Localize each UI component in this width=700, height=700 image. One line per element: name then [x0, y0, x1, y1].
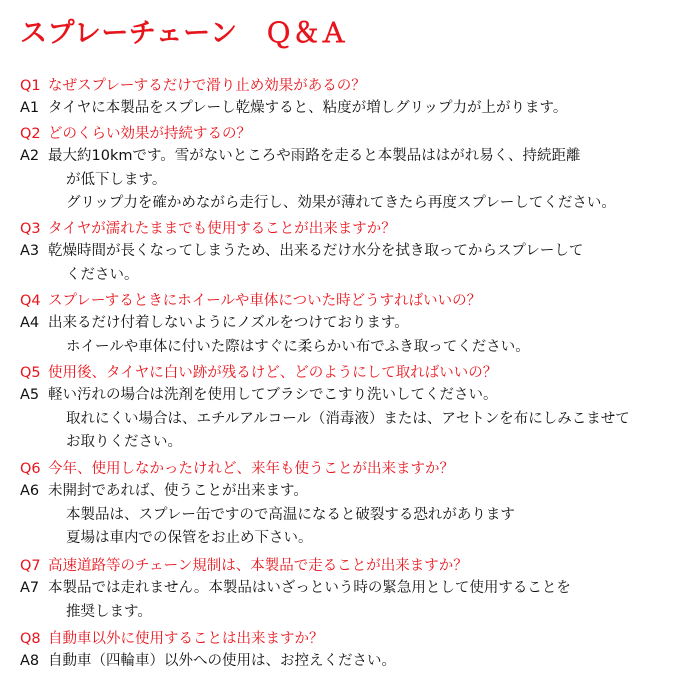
- answer-row: [20, 97, 690, 121]
- question-number: Q7: [20, 558, 41, 574]
- answer-row: [20, 312, 690, 359]
- answer-number: A4: [20, 315, 40, 331]
- question-text: どのくらい効果が持続するの？: [48, 126, 251, 142]
- question-number: Q6: [20, 461, 41, 477]
- answer-row: [20, 650, 690, 674]
- qa-item-1: [20, 76, 690, 121]
- question-row: [20, 629, 690, 650]
- answer-line: 未開封であれば、使うことが出来ます。: [48, 483, 308, 499]
- answer-line: 自動車（四輪車）以外への使用は、お控えください。: [48, 653, 396, 669]
- question-row: [20, 219, 690, 240]
- answer-line: 最大約10kmです。雪がないところや雨路を走ると本製品ははがれ易く、持続距離: [48, 148, 581, 164]
- answer-line: 乾燥時間が長くなってしまうため、出来るだけ水分を拭き取ってからスプレーして: [48, 243, 584, 259]
- answer-line: が低下します。: [66, 171, 167, 188]
- question-number: Q8: [20, 631, 41, 647]
- answer-line: グリップ力を確かめながら走行し、効果が薄れてきたら再度スプレーしてください。: [66, 195, 616, 211]
- qa-item-6: [20, 459, 690, 551]
- question-number: Q5: [20, 365, 41, 381]
- question-text: タイヤが濡れたままでも使用することが出来ますか？: [48, 221, 396, 237]
- question-text: 今年、使用しなかったけれど、来年も使うことが出来ますか？: [48, 461, 454, 477]
- answer-number: A8: [20, 653, 40, 669]
- answer-row: [20, 384, 690, 455]
- question-number: Q1: [20, 78, 41, 94]
- question-number: Q4: [20, 293, 41, 309]
- answer-line: 夏場は車内での保管をお止め下さい。: [66, 530, 313, 546]
- answer-line: 出来るだけ付着しないようにノズルをつけております。: [48, 315, 409, 331]
- answer-row: [20, 577, 690, 624]
- qa-item-3: [20, 219, 690, 287]
- answer-line: 軽い汚れの場合は洗剤を使用してブラシでこすり洗いしてください。: [48, 387, 498, 403]
- answer-number: A6: [20, 483, 40, 499]
- question-number: Q2: [20, 126, 41, 142]
- qa-item-2: [20, 124, 690, 216]
- answer-number: A5: [20, 387, 40, 403]
- question-row: [20, 363, 690, 384]
- answer-row: [20, 145, 690, 216]
- answer-line: 本製品では走れません。本製品はいざっという時の緊急用として使用することを: [48, 580, 571, 596]
- answer-line: タイヤに本製品をスプレーし乾燥すると、粘度が増しグリップ力が上がります。: [48, 100, 568, 116]
- question-row: [20, 124, 690, 145]
- answer-number: A7: [20, 580, 40, 596]
- answer-number: A2: [20, 148, 40, 164]
- question-row: [20, 556, 690, 577]
- question-text: スプレーするときにホイールや車体についた時どうすればいいの？: [48, 293, 482, 309]
- answer-row: [20, 240, 690, 287]
- question-number: Q3: [20, 221, 41, 237]
- answer-line: 取れにくい場合は、エチルアルコール（消毒液）または、アセトンを布にしみこませて: [66, 410, 630, 427]
- question-row: [20, 76, 690, 97]
- question-row: [20, 291, 690, 312]
- qa-item-8: [20, 629, 690, 674]
- question-text: 自動車以外に使用することは出来ますか？: [48, 631, 324, 647]
- answer-row: [20, 480, 690, 551]
- answer-line: お取りください。: [66, 434, 182, 450]
- answer-line: 推奨します。: [66, 603, 152, 620]
- qa-item-7: [20, 556, 690, 624]
- question-text: 使用後、タイヤに白い跡が残るけど、どのようにして取ればいいの？: [48, 365, 498, 381]
- qa-item-5: [20, 363, 690, 455]
- answer-number: A1: [20, 100, 40, 116]
- answer-line: 本製品は、スプレー缶ですので高温になると破裂する恐れがあります: [66, 506, 515, 523]
- answer-number: A3: [20, 243, 40, 259]
- question-text: 高速道路等のチェーン規制は、本製品で走ることが出来ますか？: [48, 558, 468, 574]
- answer-line: ください。: [66, 266, 139, 283]
- question-text: なぜスプレーするだけで滑り止め効果があるの？: [48, 78, 366, 94]
- question-row: [20, 459, 690, 480]
- qa-item-4: [20, 291, 690, 359]
- document-title: スプレーチェーン Ｑ＆Ａ: [20, 18, 348, 49]
- answer-line: ホイールや車体に付いた際はすぐに柔らかい布でふき取ってください。: [66, 338, 530, 355]
